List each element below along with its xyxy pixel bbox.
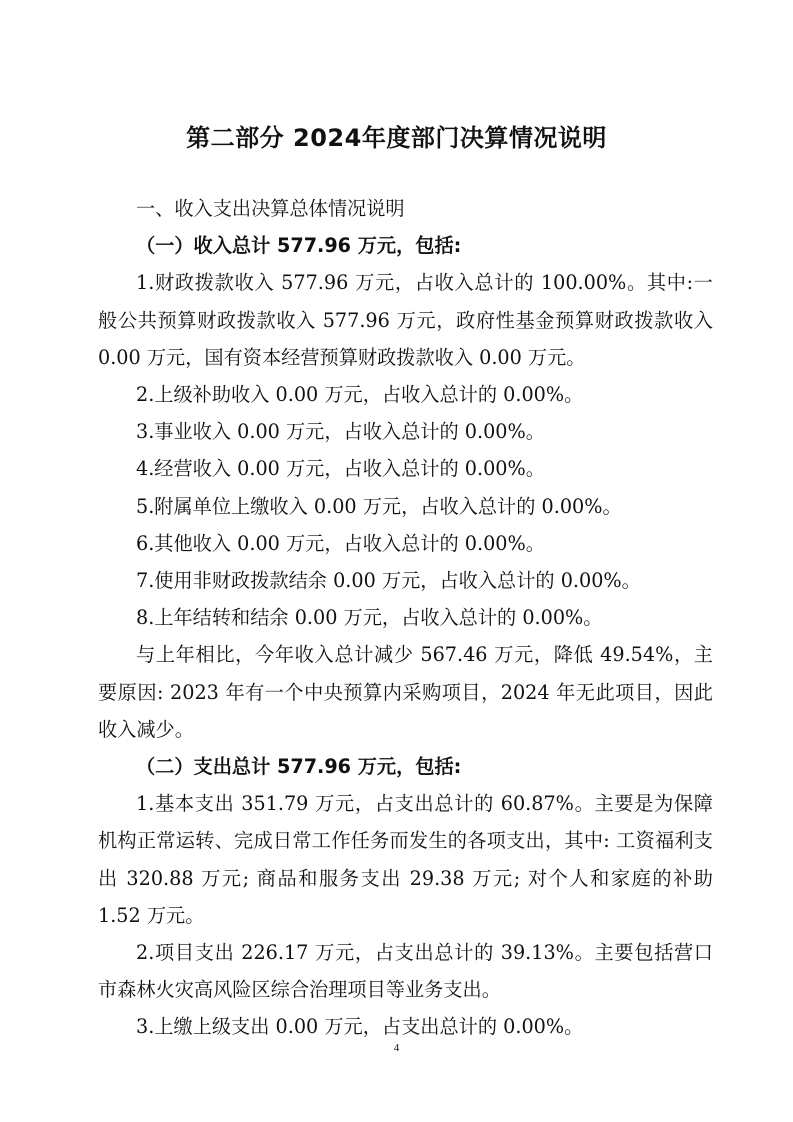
income-comparison: 与上年相比，今年收入总计减少 567.46 万元，降低 49.54%，主要原因: 2023 年有一个中央预算内采购项目，2024 年无此项目，因此收入减少。 [98,643,713,741]
page-title: 第二部分 2024年度部门决算情况说明 [186,124,607,152]
income-item: 3.事业收入 0.00 万元，占收入总计的 0.00%。 [136,420,545,444]
income-item: 8.上年结转和结余 0.00 万元，占收入总计的 0.00%。 [136,606,603,630]
page-number: 4 [393,1042,400,1054]
expenditure-item: 2.项目支出 226.17 万元，占支出总计的 39.13%。主要包括营口市森林火灾高风险区综合治理项目等业务支出。 [98,941,713,1002]
income-item: 7.使用非财政拨款结余 0.00 万元，占收入总计的 0.00%。 [136,569,641,593]
income-item: 2.上级补助收入 0.00 万元，占收入总计的 0.00%。 [136,383,584,407]
income-item: 5.附属单位上缴收入 0.00 万元，占收入总计的 0.00%。 [136,494,622,518]
income-item: 6.其他收入 0.00 万元，占收入总计的 0.00%。 [136,531,545,555]
section-heading: 一、收入支出决算总体情况说明 [136,197,405,220]
expenditure-item: 3.上缴上级支出 0.00 万元，占支出总计的 0.00%。 [136,1015,584,1039]
document-body [98,190,713,1046]
expenditure-heading: （二）支出总计 577.96 万元，包括: [136,755,462,779]
income-heading: （一）收入总计 577.96 万元，包括: [136,234,462,258]
income-item: 4.经营收入 0.00 万元，占收入总计的 0.00%。 [136,457,545,481]
expenditure-item: 1.基本支出 351.79 万元，占支出总计的 60.87%。主要是为保障机构正常运转、完成日常工作任务而发生的各项支出，其中: 工资福利支出 320.88 万元; 商品和服务支出 29.38 万元; 对个人和家庭的补助 1.52 万元。 [98,792,713,927]
income-item: 1.财政拨款收入 577.96 万元，占收入总计的 100.00%。其中:一般公共预算财政拨款收入 577.96 万元，政府性基金预算财政拨款收入 0.00 万元，国有资本经营预算财政拨款收入 0.00 万元。 [98,271,713,369]
